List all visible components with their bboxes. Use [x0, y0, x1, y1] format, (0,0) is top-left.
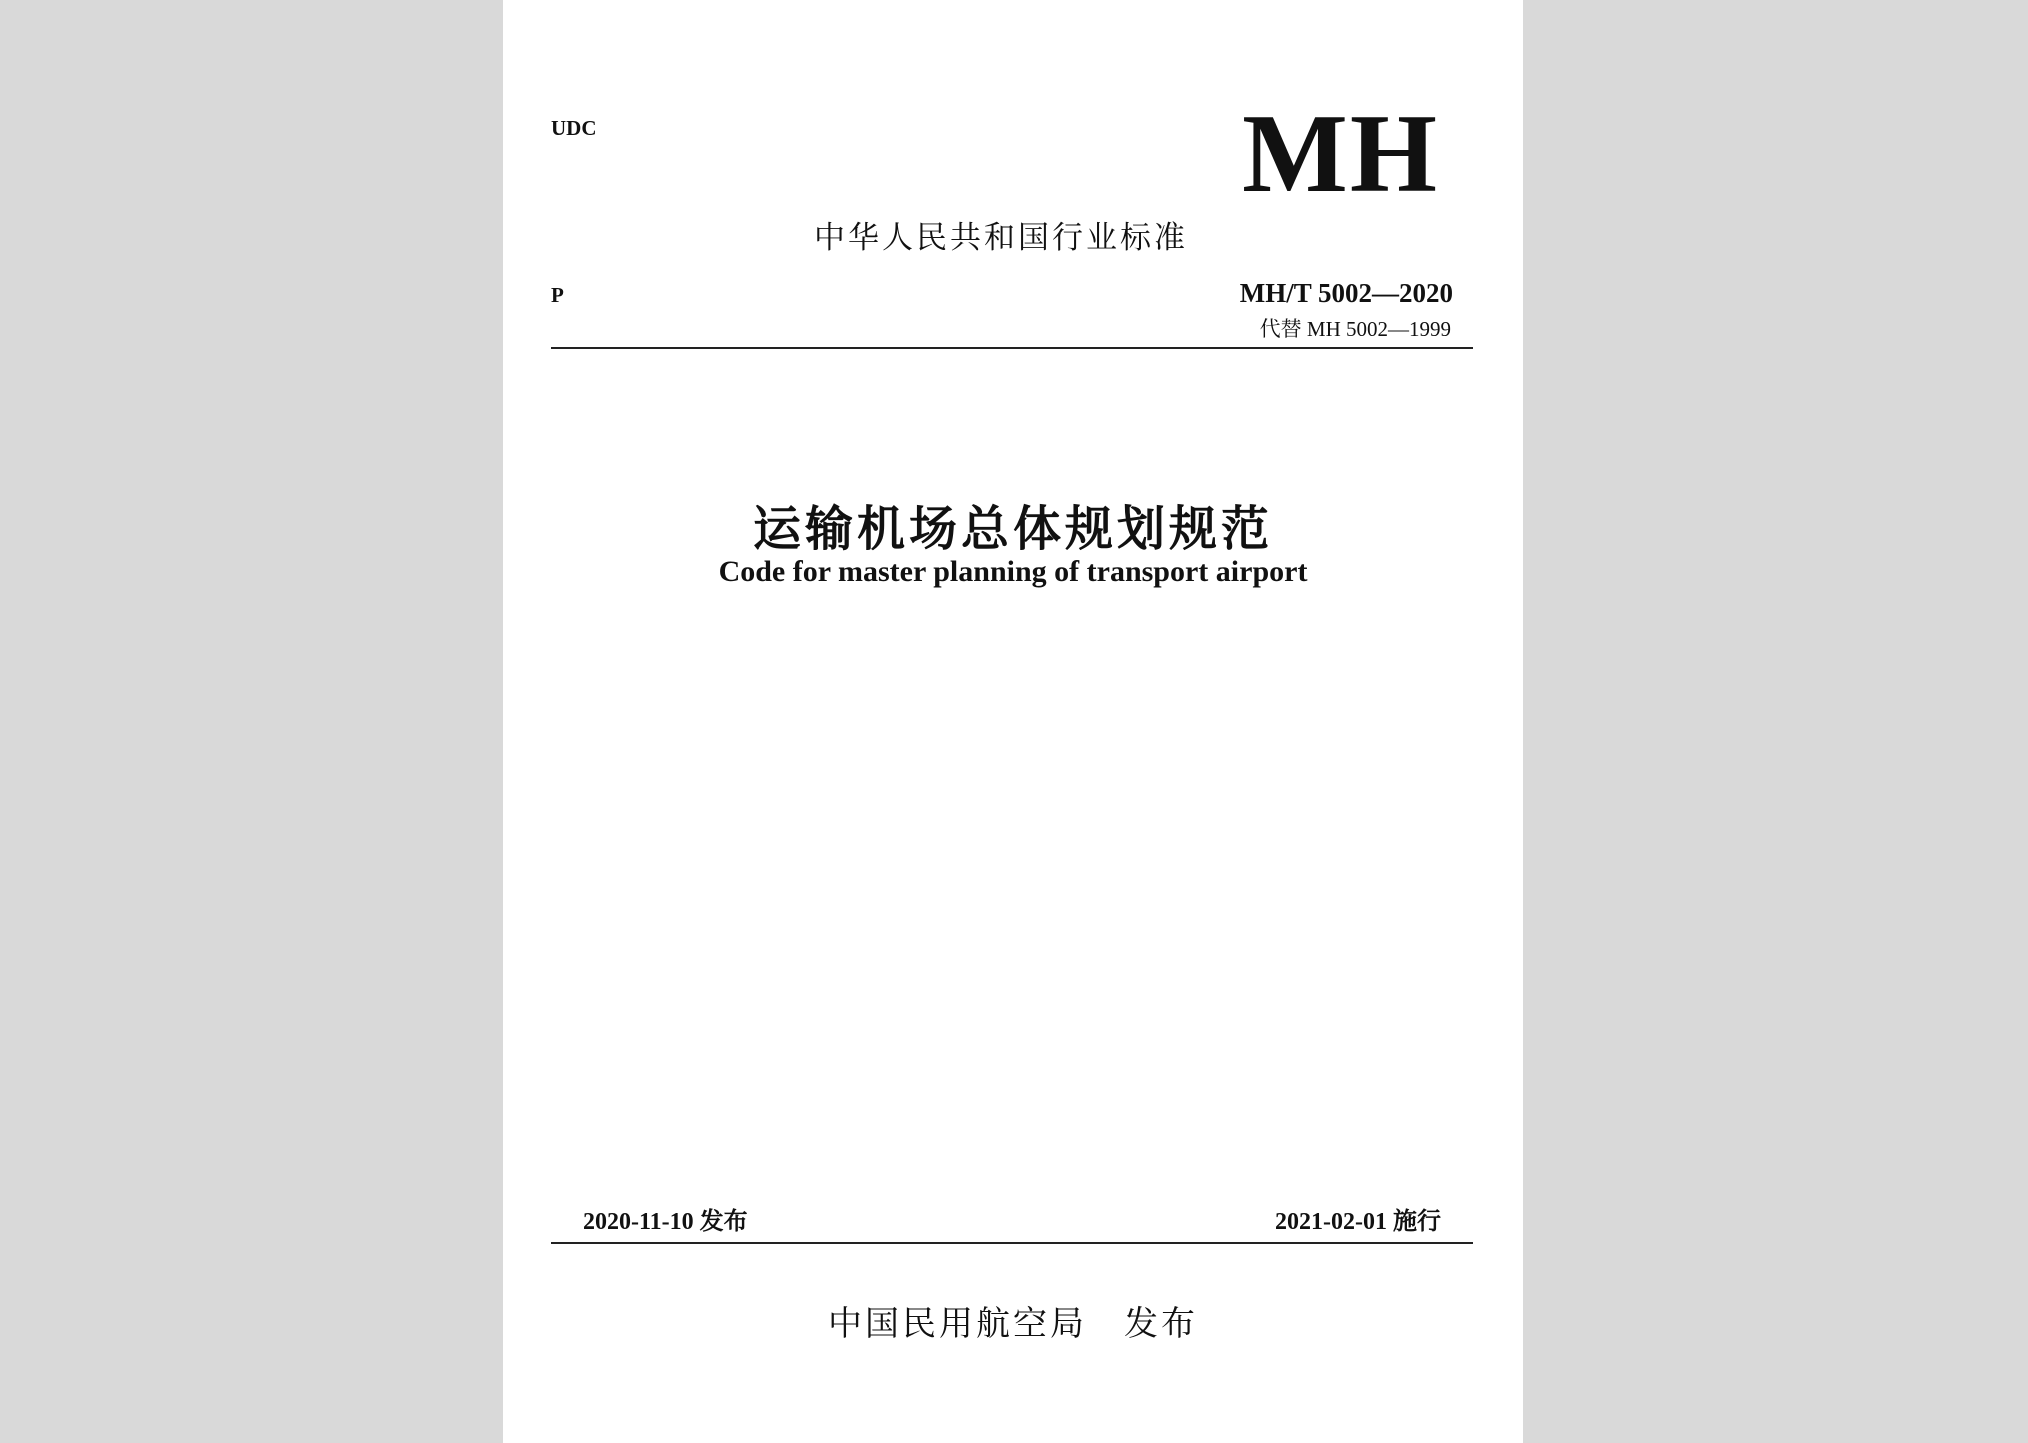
document-title-cn: 运输机场总体规划规范: [752, 501, 1273, 557]
top-divider: [551, 347, 1473, 349]
document-page: [503, 0, 1523, 1443]
standard-number: MH/T 5002—2020: [1239, 278, 1453, 308]
udc-label: UDC: [551, 116, 597, 140]
document-title-en: Code for master planning of transport airport: [718, 555, 1308, 588]
issue-date: 2020-11-10 发布: [583, 1209, 748, 1235]
replaces-standard: 代替 MH 5002—1999: [1259, 317, 1451, 341]
classification-code: P: [551, 283, 564, 307]
bottom-divider: [551, 1242, 1473, 1244]
standard-logo: MH: [1242, 92, 1439, 216]
implementation-date: 2021-02-01 施行: [1275, 1209, 1441, 1235]
industry-standard-heading: 中华人民共和国行业标准: [814, 220, 1188, 256]
publisher: 中国民用航空局 发布: [828, 1304, 1198, 1344]
